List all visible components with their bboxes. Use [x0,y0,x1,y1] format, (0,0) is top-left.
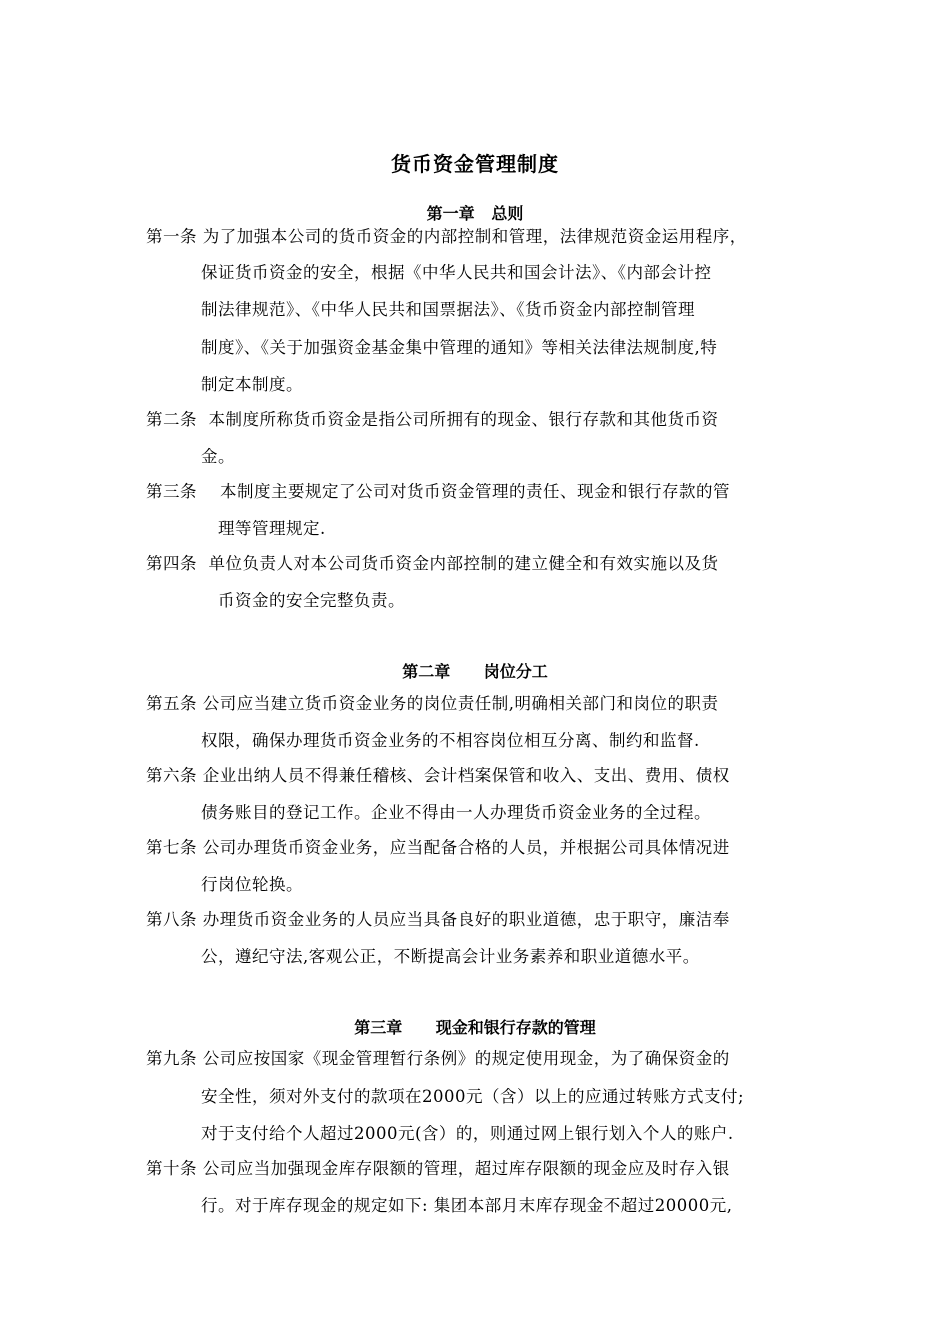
article-line: 第七条 公司办理货币资金业务，应当配备合格的人员，并根据公司具体情况进 [146,838,730,857]
article-line: 第九条 公司应按国家《现金管理暂行条例》的规定使用现金，为了确保资金的 [146,1049,730,1068]
article-line: 第十条 公司应当加强现金库存限额的管理，超过库存限额的现金应及时存入银 [146,1159,730,1178]
article-line: 安全性，须对外支付的款项在2000元（含）以上的应通过转账方式支付; [201,1087,745,1106]
article-line: 第二条 本制度所称货币资金是指公司所拥有的现金、银行存款和其他货币资 [146,410,719,429]
article-line: 制度》、《关于加强资金基金集中管理的通知》等相关法律法规制度,特 [201,338,718,357]
article-line: 理等管理规定. [218,519,326,538]
chapter-3-heading: 第三章 现金和银行存款的管理 [354,1018,596,1037]
article-line: 第四条 单位负责人对本公司货币资金内部控制的建立健全和有效实施以及货 [146,554,719,573]
article-line: 币资金的安全完整负责。 [218,591,405,610]
article-line: 第三条 本制度主要规定了公司对货币资金管理的责任、现金和银行存款的管 [146,482,730,501]
article-line: 行。对于库存现金的规定如下: 集团本部月末库存现金不超过20000元, [201,1196,733,1215]
chapter-1-heading: 第一章 总则 [426,204,524,223]
article-line: 金。 [201,447,235,466]
article-line: 制定本制度。 [201,375,303,394]
article-line: 制法律规范》、《中华人民共和国票据法》、《货币资金内部控制管理 [201,300,695,319]
article-line: 权限，确保办理货币资金业务的不相容岗位相互分离、制约和监督. [201,731,700,750]
document-title: 货币资金管理制度 [391,152,559,176]
chapter-2-heading: 第二章 岗位分工 [402,662,548,681]
article-line: 第一条 为了加强本公司的货币资金的内部控制和管理，法律规范资金运用程序， [146,227,747,246]
article-line: 债务账目的登记工作。企业不得由一人办理货币资金业务的全过程。 [201,803,711,822]
article-line: 第五条 公司应当建立货币资金业务的岗位责任制,明确相关部门和岗位的职责 [146,694,719,713]
article-line: 第六条 企业出纳人员不得兼任稽核、会计档案保管和收入、支出、费用、债权 [146,766,730,785]
article-line: 第八条 办理货币资金业务的人员应当具备良好的职业道德，忠于职守，廉洁奉 [146,910,730,929]
article-line: 对于支付给个人超过2000元(含）的，则通过网上银行划入个人的账户. [201,1124,734,1143]
article-line: 保证货币资金的安全，根据《中华人民共和国会计法》、《内部会计控 [201,263,712,282]
article-line: 行岗位轮换。 [201,875,303,894]
article-line: 公，遵纪守法,客观公正，不断提高会计业务素养和职业道德水平。 [201,947,700,966]
